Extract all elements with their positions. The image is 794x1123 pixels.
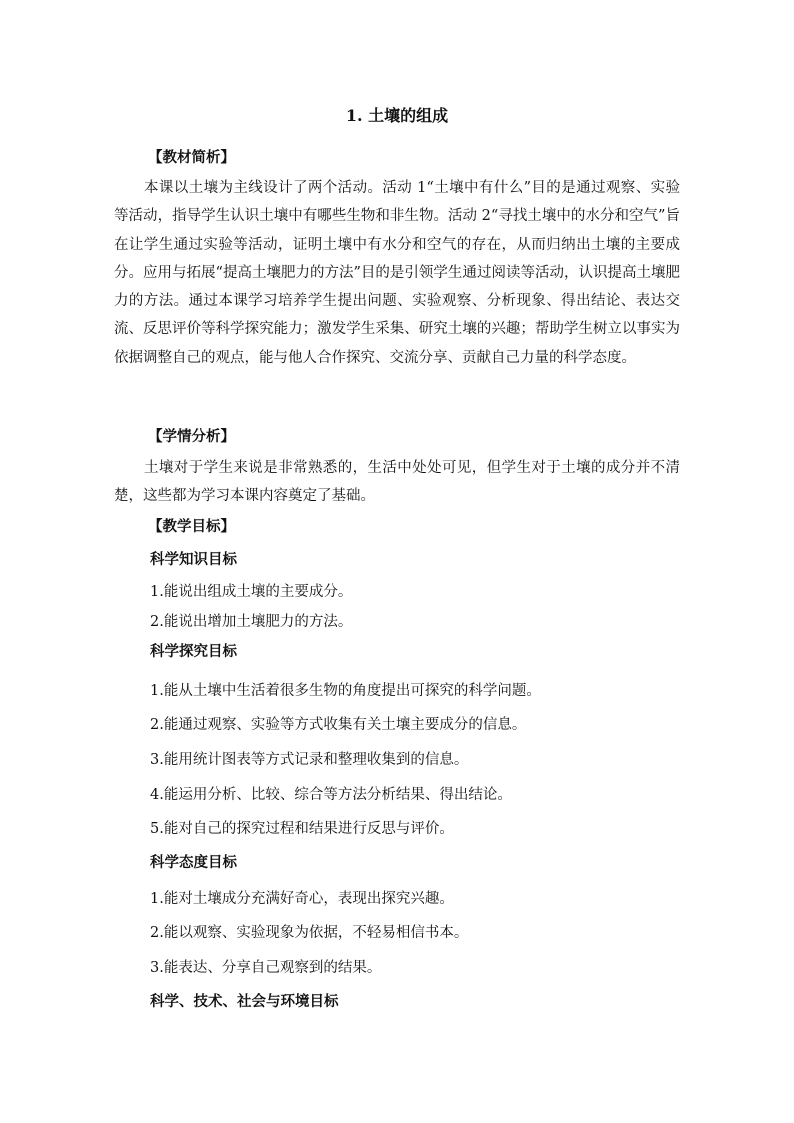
document-title: 1. 土壤的组成 [345, 106, 449, 125]
heading-material-analysis: 【教材简析】 [148, 149, 235, 166]
attitude-goal-item: 2.能以观察、实验现象为依据，不轻易相信书本。 [150, 925, 469, 941]
subheading-attitude-goals: 科学态度目标 [150, 854, 237, 871]
paragraph-material-analysis: 本课以土壤为主线设计了两个活动。活动 1“土壤中有什么”目的是通过观察、实验等活动，指导学生认识土壤中有哪些生物和非生物。活动 2“寻找土壤中的水分和空气”旨在让学生通过实验等活动，证明土壤中有水分和空气的存在，从而归纳出土壤的主要成分。应用与拓展“提高土壤肥力的方法”目的是引领学生通过阅读等活动，认识提高土壤肥力的方法。通过本课学习培养学生提出问题、实验观察、分析现象、得出结论、表达交流、反思评价等科学探究能力；激发学生采集、研究土壤的兴趣；帮助学生树立以事实为依据调整自己的观点，能与他人合作探究、交流分享、贡献自己力量的科学态度。 [114, 180, 680, 366]
inquiry-goal-item: 1.能从土壤中生活着很多生物的角度提出可探究的科学问题。 [150, 683, 541, 699]
heading-student-analysis: 【学情分析】 [148, 428, 235, 445]
inquiry-goal-item: 4.能运用分析、比较、综合等方法分析结果、得出结论。 [150, 787, 512, 803]
inquiry-goal-item: 2.能通过观察、实验等方式收集有关土壤主要成分的信息。 [150, 717, 527, 733]
subheading-knowledge-goals: 科学知识目标 [150, 551, 237, 568]
paragraph-student-analysis: 土壤对于学生来说是非常熟悉的，生活中处处可见，但学生对于土壤的成分并不清楚，这些都为学习本课内容奠定了基础。 [114, 460, 680, 505]
subheading-stse-goals: 科学、技术、社会与环境目标 [150, 993, 339, 1010]
inquiry-goal-item: 5.能对自己的探究过程和结果进行反思与评价。 [150, 821, 454, 837]
subheading-inquiry-goals: 科学探究目标 [150, 643, 237, 660]
attitude-goal-item: 1.能对土壤成分充满好奇心，表现出探究兴趣。 [150, 891, 454, 907]
knowledge-goal-item: 1.能说出组成土壤的主要成分。 [150, 584, 353, 600]
heading-teaching-goals: 【教学目标】 [148, 518, 235, 535]
knowledge-goal-item: 2.能说出增加土壤肥力的方法。 [150, 614, 353, 630]
inquiry-goal-item: 3.能用统计图表等方式记录和整理收集到的信息。 [150, 752, 469, 768]
attitude-goal-item: 3.能表达、分享自己观察到的结果。 [150, 960, 382, 976]
